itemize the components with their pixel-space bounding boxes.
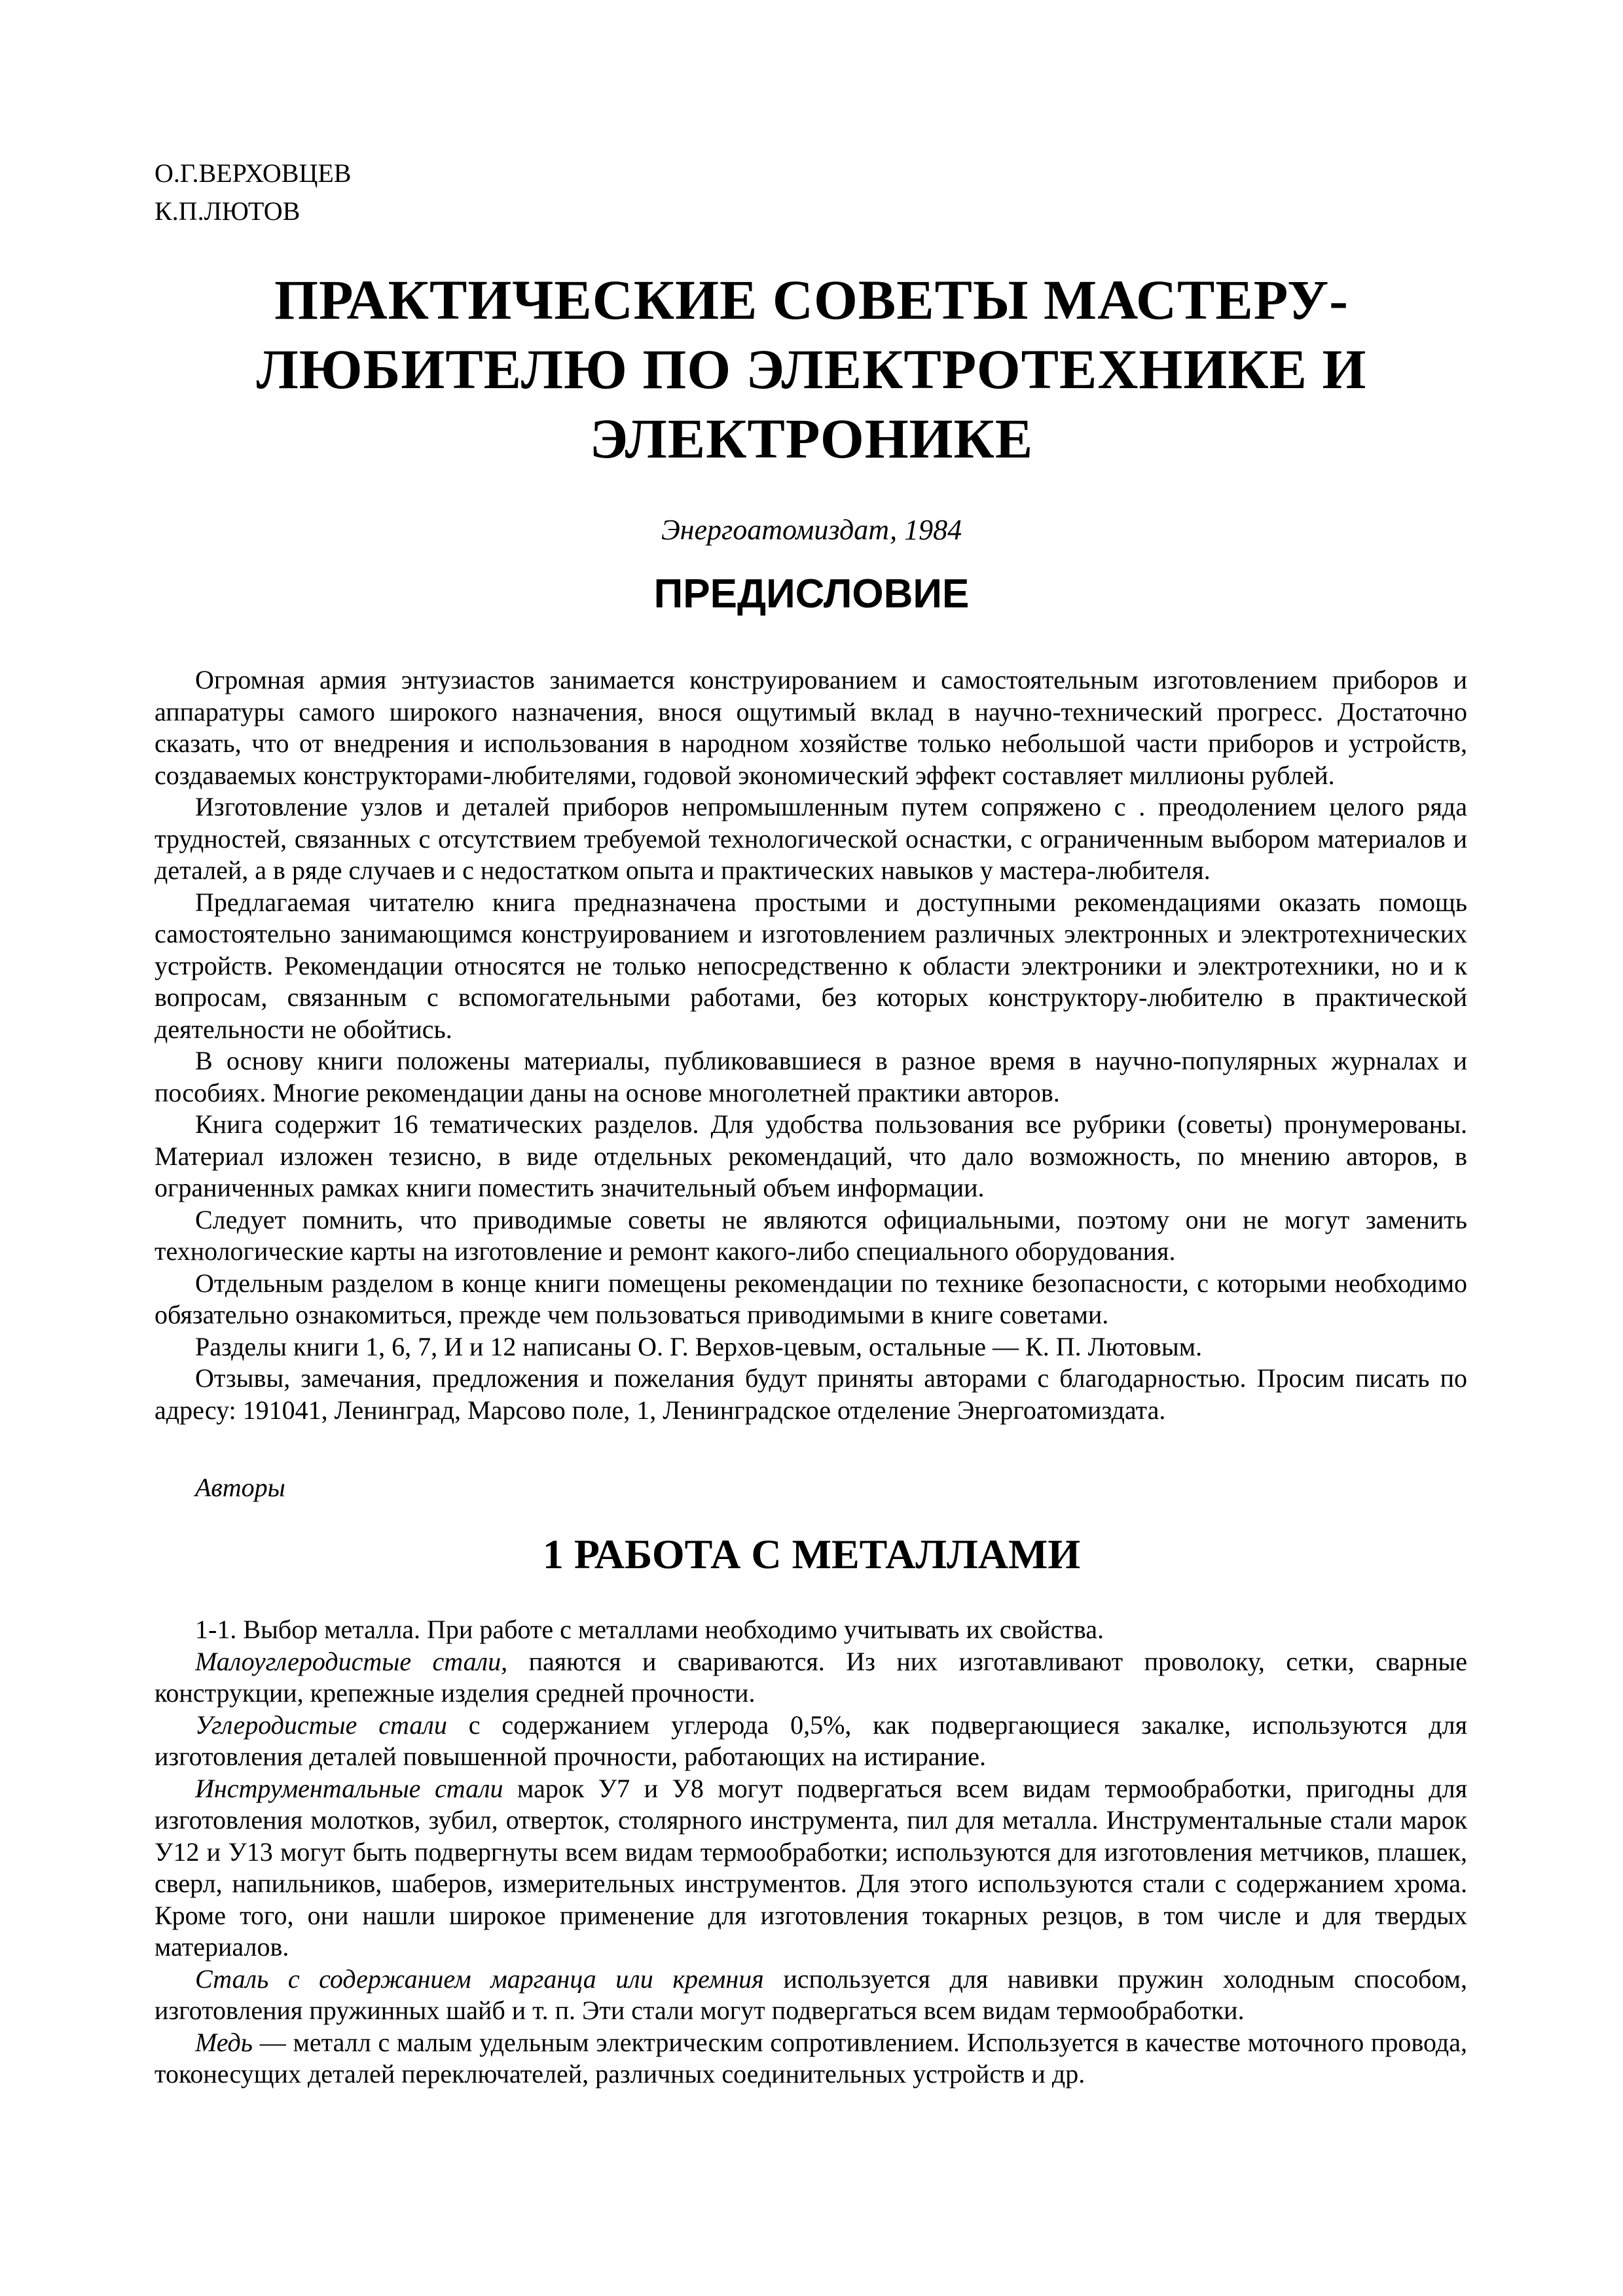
section-paragraph bbox=[155, 1710, 1467, 1773]
preface-paragraph: Книга содержит 16 тематических разделов. Для удобства пользования все рубрики (советы) пронумерованы. Материал изложен тезисно, в виде отдельных рекомендаций, что дало возможность, по мнению авторов, в ограниченных рамках книги поместить значительный объем информации. bbox=[155, 1109, 1467, 1202]
preface-paragraph: Следует помнить, что приводимые советы не являются официальными, поэтому они не могут заменить технологические карты на изготовление и ремонт какого-либо специального оборудования. bbox=[155, 1204, 1467, 1266]
title-line: ЭЛЕКТРОНИКЕ bbox=[589, 407, 1034, 470]
term-description: марок У7 и У8 могут подвергаться всем видам термообработки, пригодны для изготовления молотков, зубил, отверток, столярного инструмента, пил для металла. Инструментальные стали марок У12 и У13 могут быть подвергнуты всем видам термообработки; используются для изготовления метчиков, плашек, сверл, напильников, шаберов, измерительных инструментов. Для этого используются стали с содержанием хрома. Кроме того, они нашли широкое применение для изготовления токарных резцов, в том числе и для твердых материалов. bbox=[155, 1773, 1467, 1962]
title-line: ПРАКТИЧЕСКИЕ СОВЕТЫ МАСТЕРУ- bbox=[274, 268, 1349, 331]
preface-paragraph: Изготовление узлов и деталей приборов непромышленным путем сопряжено с . преодолением целого ряда трудностей, связанных с отсутствием требуемой технологической оснастки, с ограниченным выбором материалов и деталей, а в ряде случаев и с недостатком опыта и практических навыков у мастера-любителя. bbox=[155, 792, 1467, 885]
preface-paragraph: Отдельным разделом в конце книги помещены рекомендации по технике безопасности, с которыми необходимо обязательно ознакомиться, прежде чем пользоваться приводимыми в книге советами. bbox=[155, 1268, 1467, 1329]
preface-heading: ПРЕДИСЛОВИЕ bbox=[653, 571, 970, 617]
term: Малоуглеродистые стали, bbox=[195, 1646, 508, 1676]
term-description: с содержанием углерода 0,5%, как подвергающиеся закалке, используются для изготовления деталей повышенной прочности, работающих на истирание. bbox=[155, 1710, 1467, 1771]
section-paragraph bbox=[155, 1773, 1467, 1964]
section-intro: 1-1. Выбор металла. При работе с металлами необходимо учитывать их свойства. bbox=[195, 1615, 1104, 1644]
term-description: используется для навивки пружин холодным способом, изготовления пружинных шайб и т. п. Эти стали могут подвергаться всем видам термообработки. bbox=[155, 1964, 1467, 2025]
section-paragraph bbox=[155, 1964, 1467, 2027]
book-title bbox=[196, 265, 1427, 473]
section-paragraph bbox=[155, 1646, 1467, 1710]
section-heading: 1 РАБОТА С МЕТАЛЛАМИ bbox=[542, 1531, 1081, 1577]
preface-paragraph: Предлагаемая читателю книга предназначена простыми и доступными рекомендациями оказать помощь самостоятельно занимающимся конструированием и изготовлением различных электронных и электротехнических устройств. Рекомендации относятся не только непосредственно к области электроники и электротехники, но и к вопросам, связанным с вспомогательными работами, без которых конструктору-любителю в практической деятельности не обойтись. bbox=[155, 887, 1467, 1044]
term-description: паяются и свариваются. Из них изготавливают проволоку, сетки, сварные конструкции, крепежные изделия средней прочности. bbox=[155, 1646, 1468, 1708]
term: Инструментальные стали bbox=[195, 1773, 503, 1803]
term-description: — металл с малым удельным электрическим сопротивлением. Используется в качестве моточного провода, токонесущих деталей переключателей, различных соединительных устройств и др. bbox=[155, 2027, 1467, 2089]
publisher-line: Энергоатомиздат, 1984 bbox=[661, 514, 962, 546]
preface-paragraph: Отзывы, замечания, предложения и пожелания будут приняты авторами с благодарностью. Просим писать по адресу: 191041, Ленинград, Марсово поле, 1, Ленинградское отделение Энергоатомиздата. bbox=[155, 1363, 1467, 1425]
preface-signature: Авторы bbox=[195, 1473, 285, 1502]
term: Сталь с содержанием марганца или кремния bbox=[195, 1964, 764, 1994]
section-paragraph bbox=[155, 2027, 1467, 2090]
term: Медь bbox=[195, 2027, 253, 2057]
section-body bbox=[155, 1614, 1467, 2090]
author-name: К.П.ЛЮТОВ bbox=[155, 196, 301, 226]
term: Углеродистые стали bbox=[195, 1710, 447, 1740]
title-line: ЛЮБИТЕЛЮ ПО ЭЛЕКТРОТЕХНИКЕ И bbox=[256, 338, 1367, 401]
authors-block bbox=[155, 154, 351, 230]
preface-body bbox=[155, 664, 1467, 1426]
preface-paragraph: В основу книги положены материалы, публиковавшиеся в разное время в научно-популярных журналах и пособиях. Многие рекомендации даны на основе многолетней практики авторов. bbox=[155, 1046, 1467, 1107]
preface-paragraph: Разделы книги 1, 6, 7, И и 12 написаны О. Г. Верхов-цевым, остальные — К. П. Лютовым. bbox=[195, 1331, 1203, 1361]
author-name: О.Г.ВЕРХОВЦЕВ bbox=[155, 158, 352, 188]
preface-paragraph: Огромная армия энтузиастов занимается конструированием и самостоятельным изготовлением приборов и аппаратуры самого широкого назначения, внося ощутимый вклад в научно-технический прогресс. Достаточно сказать, что от внедрения и использования в народном хозяйстве только небольшой части приборов и устройств, создаваемых конструкторами-любителями, годовой экономический эффект составляет миллионы рублей. bbox=[155, 665, 1467, 790]
